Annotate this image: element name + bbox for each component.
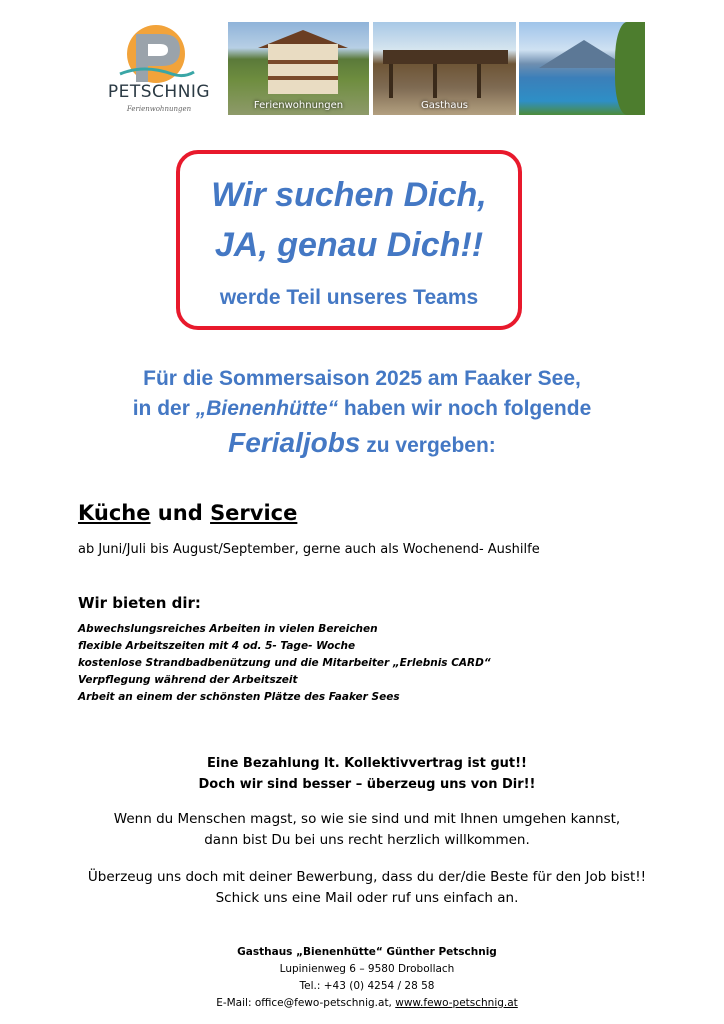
contact-footer [40,944,694,1012]
intro-line-2 [60,394,664,424]
apply-line-1: Überzeug uns doch mit deiner Bewerbung, dass du der/die Beste für den Job bist!! [87,869,647,885]
jobs-conjunction: und [150,501,211,525]
apply-text [40,867,694,909]
offer-heading: Wir bieten dir: [78,594,201,612]
logo-mark-icon [114,24,198,86]
intro-text: zu vergeben: [360,434,496,457]
address: Lupinienweg 6 – 9580 Drobollach [279,963,455,975]
phone: Tel.: +43 (0) 4254 / 28 58 [299,980,435,992]
photo-gasthaus [373,22,516,115]
photo-ferienwohnungen [228,22,369,115]
website-link[interactable]: www.fewo-petschnig.at [395,997,518,1009]
intro-venue-name: „Bienenhütte“ [195,397,339,420]
headline-callout-box [176,150,522,330]
pay-statement [40,753,694,795]
welcome-line-2: dann bist Du bei uns recht herzlich willkommen. [204,832,530,848]
welcome-line-1: Wenn du Menschen magst, so wie sie sind und mit Ihnen umgehen kannst, [113,811,621,827]
callout-headline-2: JA, genau Dich!! [214,226,484,264]
intro-ferialjobs: Ferialjobs [228,427,361,458]
apply-line-2: Schick uns eine Mail oder ruf uns einfach an. [215,890,519,906]
job-kueche: Küche [78,501,151,525]
callout-headline-1: Wir suchen Dich, [211,176,487,214]
list-item: flexible Arbeitszeiten mit 4 od. 5- Tage- Woche [78,640,356,652]
logo-name: PETSCHNIG [107,82,211,102]
photo-caption: Ferienwohnungen [253,100,344,111]
jobs-heading [78,501,297,525]
intro-line-3 [60,428,664,461]
season-intro [60,364,664,461]
petschnig-logo [88,20,226,116]
callout-subline: werde Teil unseres Teams [219,286,479,309]
offer-list [78,621,491,706]
contact-line [40,995,694,1012]
intro-line-1: Für die Sommersaison 2025 am Faaker See, [143,367,581,390]
job-service: Service [210,501,298,525]
intro-text: haben wir noch folgende [338,397,592,420]
pay-line-1: Eine Bezahlung lt. Kollektivvertrag ist gut!! [207,756,527,771]
email-text: E-Mail: office@fewo-petschnig.at, [216,997,396,1009]
list-item: Arbeit an einem der schönsten Plätze des Faaker Sees [78,691,400,703]
list-item: Abwechslungsreiches Arbeiten in vielen Bereichen [78,623,378,635]
photo-faaker-see [519,22,645,115]
welcome-text [40,809,694,851]
logo-subtitle: Ferienwohnungen [126,105,192,113]
list-item: kostenlose Strandbadbenützung und die Mitarbeiter „Erlebnis CARD“ [78,657,491,669]
photo-caption: Gasthaus [420,100,469,111]
intro-text: in der [132,397,196,420]
list-item: Verpflegung während der Arbeitszeit [78,674,298,686]
job-period: ab Juni/Juli bis August/September, gerne auch als Wochenend- Aushilfe [78,542,540,557]
pay-line-2: Doch wir sind besser – überzeug uns von Dir!! [198,777,536,792]
business-name: Gasthaus „Bienenhütte“ Günther Petschnig [237,946,497,958]
header-banner [88,20,648,116]
